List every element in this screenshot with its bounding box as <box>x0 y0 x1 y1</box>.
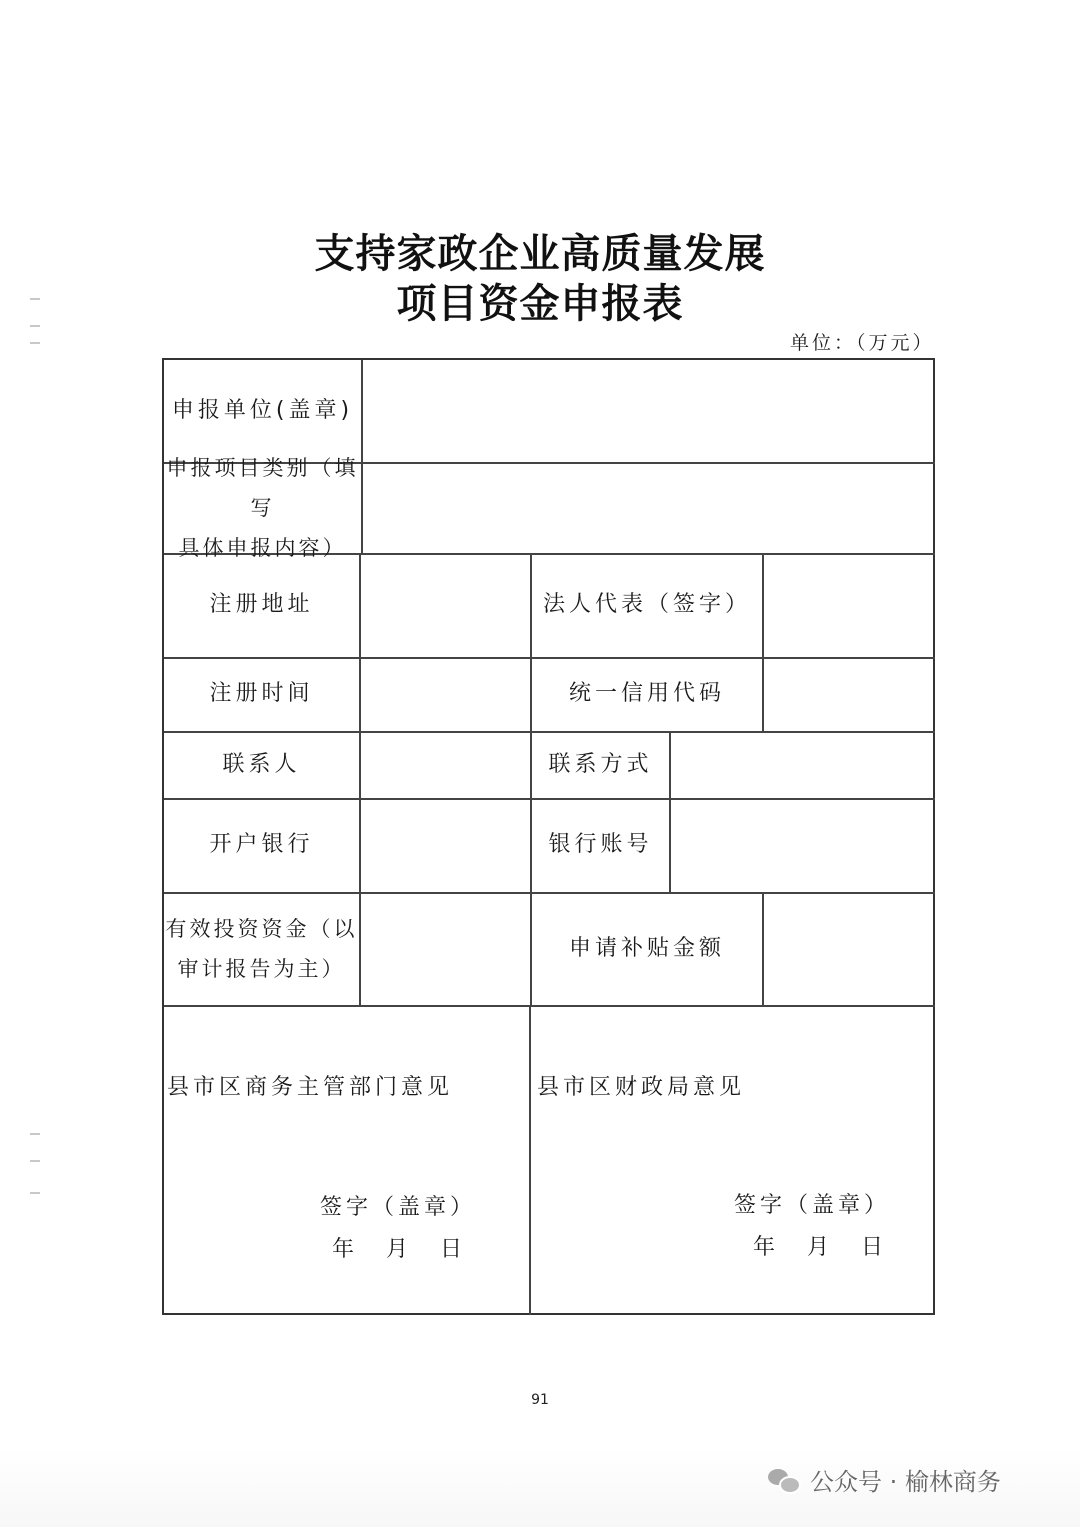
category-field[interactable] <box>363 464 933 553</box>
category-label <box>164 455 361 560</box>
commerce-signature-label: 签字（盖章） <box>320 1195 477 1220</box>
investment-label <box>164 892 359 1005</box>
credit-code-label: 统一信用代码 <box>568 681 725 706</box>
legal-rep-field[interactable] <box>764 555 933 657</box>
watermark <box>768 1462 1001 1497</box>
month-label: 月 <box>386 1237 409 1262</box>
applicant-field[interactable] <box>363 360 933 462</box>
table-rule <box>529 1005 531 1315</box>
contact-method-field[interactable] <box>671 733 933 798</box>
margin-mark <box>30 1160 40 1162</box>
watermark-text: 公众号 · 榆林商务 <box>810 1468 1001 1496</box>
margin-mark <box>30 342 40 344</box>
finance-signature-label: 签字（盖章） <box>734 1193 891 1218</box>
wechat-icon <box>768 1469 798 1491</box>
investment-label-line-2: 审计报告为主） <box>177 956 346 981</box>
reg-time-field[interactable] <box>361 659 530 731</box>
page-number: 91 <box>531 1392 549 1408</box>
margin-mark <box>30 1133 40 1135</box>
table-rule <box>164 1005 935 1007</box>
reg-address-field[interactable] <box>361 555 530 657</box>
bank-label: 开户银行 <box>209 832 314 857</box>
reg-time-label: 注册时间 <box>209 681 314 706</box>
margin-mark <box>30 1192 40 1194</box>
bank-field[interactable] <box>361 800 530 892</box>
margin-mark <box>30 298 40 300</box>
subsidy-label: 申请补贴金额 <box>568 935 725 961</box>
reg-address-label: 注册地址 <box>209 592 314 617</box>
finance-date <box>753 1230 915 1261</box>
commerce-date <box>332 1232 494 1263</box>
month-label: 月 <box>807 1235 830 1260</box>
credit-code-field[interactable] <box>764 659 933 731</box>
bank-account-field[interactable] <box>671 800 933 892</box>
bank-account-label: 银行账号 <box>548 832 653 857</box>
title-line-2: 项目资金申报表 <box>396 280 684 327</box>
investment-label-line-1: 有效投资资金（以 <box>165 916 358 941</box>
day-label: 日 <box>861 1235 884 1260</box>
category-label-line-1: 申报项目类别（填写 <box>166 455 359 520</box>
margin-mark <box>30 325 40 327</box>
subsidy-field[interactable] <box>764 894 933 1005</box>
contact-person-label: 联系人 <box>222 751 301 777</box>
finance-opinion-label: 县市区财政局意见 <box>537 1075 746 1100</box>
application-form-table <box>162 358 935 1315</box>
contact-person-field[interactable] <box>361 733 530 798</box>
commerce-opinion-label: 县市区商务主管部门意见 <box>167 1075 454 1100</box>
investment-field[interactable] <box>361 894 530 1005</box>
legal-rep-label: 法人代表（签字） <box>542 592 751 617</box>
applicant-label: 申报单位(盖章) <box>171 398 354 423</box>
contact-method-label: 联系方式 <box>548 751 653 777</box>
day-label: 日 <box>440 1237 463 1262</box>
year-label: 年 <box>332 1237 355 1262</box>
category-label-line-2: 具体申报内容） <box>178 535 347 560</box>
unit-label: 单位：（万元） <box>790 332 935 354</box>
year-label: 年 <box>753 1235 776 1260</box>
title-line-1: 支持家政企业高质量发展 <box>314 230 766 277</box>
